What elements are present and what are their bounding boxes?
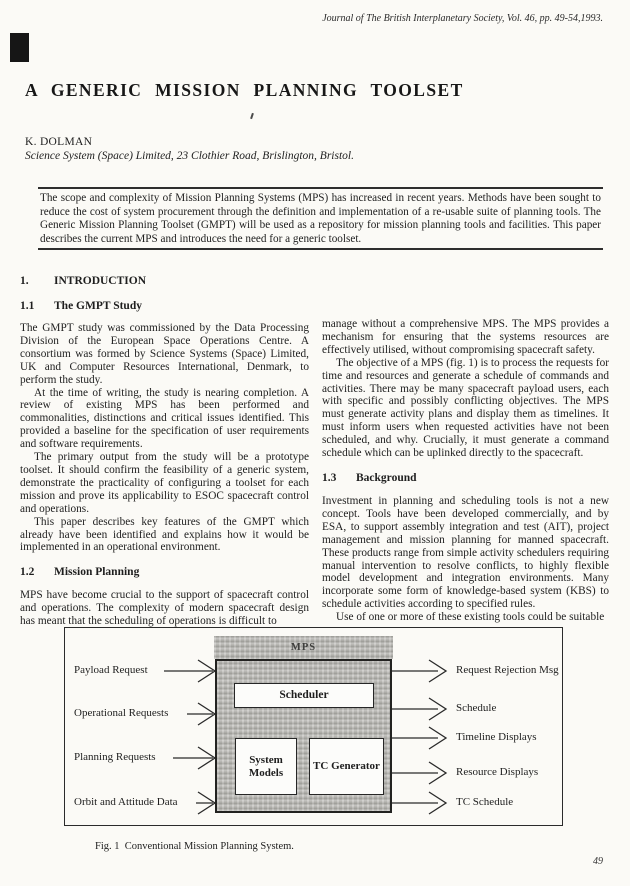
section-number: 1.1	[20, 300, 35, 312]
page-title: A GENERIC MISSION PLANNING TOOLSET	[25, 80, 464, 100]
mps-title-strip	[214, 636, 393, 659]
section-title: The GMPT Study	[54, 300, 142, 312]
section-number: 1.	[20, 275, 29, 287]
figure-input-label: Operational Requests	[74, 707, 169, 719]
section-title: Mission Planning	[54, 566, 140, 579]
paragraph: At the time of writing, the study is nearing completion. A review of existing MPS has been performed and commonalities, distinctions and critical issues identified. This provided a baseline for the specification of user requirements and software requirements.	[20, 386, 309, 451]
figure-caption: Fig. 1 Conventional Mission Planning System.	[95, 841, 294, 852]
abstract-rule-bottom	[38, 248, 603, 250]
figure-output-label: Schedule	[456, 702, 497, 714]
section-heading-mission-planning	[20, 565, 309, 579]
section-number: 1.2	[20, 566, 35, 579]
paragraph: Use of one or more of these existing tools could be suitable	[336, 611, 605, 624]
section-heading-introduction	[20, 274, 309, 288]
paragraph: The primary output from the study will be a prototype toolset. It should confirm the feasibility of a generic system, demonstrate the practicality of configuring a toolset for each mission and prove its applicability to ESOC spacecraft control and operations.	[20, 451, 309, 515]
figure-output-label: Request Rejection Msg	[456, 664, 559, 676]
column-left	[20, 274, 309, 628]
figure-input-label: Planning Requests	[74, 751, 156, 763]
system-models-box: System Models	[235, 738, 297, 795]
scan-speck-artifact	[250, 113, 254, 119]
abstract-text: The scope and complexity of Mission Planning Systems (MPS) has increased in recent years. Methods have been sought to reduce the cost of system procurement through the definition and implementation of a re-usable suite of planning tools. The Generic Mission Planning Toolset (GMPT) will be used as a repository for mission planning tools and facilities. This paper describes the current MPS and introduces the need for a generic toolset.	[40, 192, 601, 245]
tc-generator-box: TC Generator	[309, 738, 384, 795]
paragraph: manage without a comprehensive MPS. The MPS provides a mechanism for ensuring that the systems resources are effectively utilised, without compromising spacecraft safety.	[322, 318, 609, 356]
journal-header: Journal of The British Interplanetary Society, Vol. 46, pp. 49-54,1993.	[322, 13, 603, 24]
figure-frame	[64, 627, 563, 826]
paragraph: The objective of a MPS (fig. 1) is to process the requests for time and resources and generate a schedule of commands and activities. There may be many spacecraft payload users, each with specific and possibly conflicting objectives. The MPS must generate activity plans and display them as timelines. It must inform users when requested activities have not been scheduled, and why. Crucially, it must generate a command schedule which can be uplinked directly to the spacecraft.	[322, 356, 609, 460]
paragraph: The GMPT study was commissioned by the Data Processing Division of the European Space Operations Centre. A consortium was formed by Science Systems (Space) Limited, UK and Computer Resources International, Denmark, to perform the study.	[20, 322, 309, 386]
figure-output-label: Timeline Displays	[456, 731, 537, 743]
figure-input-label: Payload Request	[74, 664, 148, 676]
section-title: Background	[356, 471, 417, 484]
abstract-rule-top	[38, 187, 603, 189]
section-heading-gmpt-study	[20, 299, 309, 313]
paragraph: MPS have become crucial to the support of spacecraft control and operations. The complexity of modern spacecraft design has meant that the scheduling of operations is difficult to	[20, 589, 309, 628]
scheduler-box: Scheduler	[234, 683, 374, 708]
paragraph: This paper describes key features of the GMPT which already have been identified and explains how it would be implemented in an operational environment.	[20, 515, 309, 554]
paragraph: Investment in planning and scheduling tools is not a new concept. Tools have been developed commercially, and by ESA, to support assembly integration and test (AIT), project management and mission planning for manned spacecraft. These products range from simple activity schedulers requiring manual intervention to resolve conflicts, to highly flexible model development and integration environments. Many incorporate some form of knowledge-based system (KBS) to schedule activities according to specified rules.	[322, 494, 609, 611]
section-number: 1.3	[322, 471, 337, 484]
section-heading-background	[322, 471, 609, 485]
scan-artifact-mark	[10, 33, 29, 62]
section-title: INTRODUCTION	[54, 275, 147, 287]
author-affiliation: Science System (Space) Limited, 23 Clothier Road, Brislington, Bristol.	[25, 150, 354, 162]
author-name: K. DOLMAN	[25, 136, 93, 148]
page-number: 49	[593, 856, 603, 867]
column-right	[322, 318, 609, 624]
mps-label: MPS	[290, 642, 317, 653]
figure-output-label: Resource Displays	[456, 766, 539, 778]
figure-output-label: TC Schedule	[456, 796, 514, 808]
figure-input-label: Orbit and Attitude Data	[74, 796, 178, 808]
